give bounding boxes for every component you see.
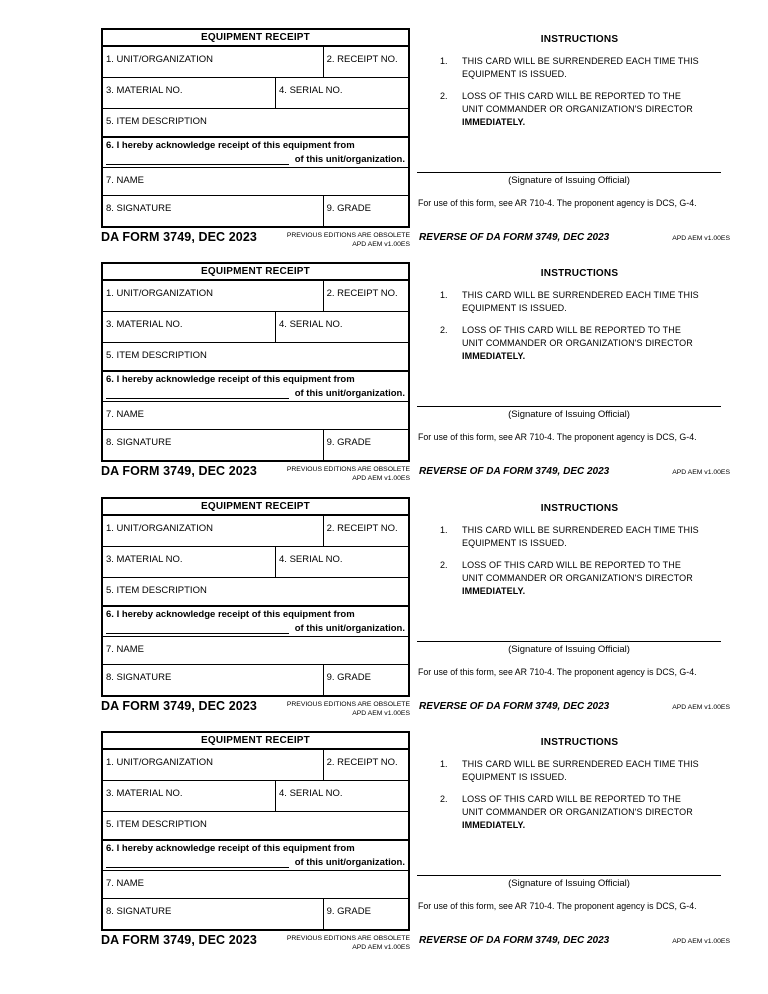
instruction-item-2-text bbox=[462, 324, 693, 363]
instruction-item-1-number: 1. bbox=[440, 525, 448, 535]
signature-caption: (Signature of Issuing Official) bbox=[508, 409, 630, 420]
acknowledgement-blank-row bbox=[106, 623, 405, 635]
field-item-description-label: 5. ITEM DESCRIPTION bbox=[106, 819, 207, 830]
field-serial-no-label: 4. SERIAL NO. bbox=[279, 319, 343, 330]
acknowledgement-number: 6. bbox=[106, 843, 114, 854]
form-copy bbox=[0, 262, 768, 496]
field-serial-no[interactable] bbox=[275, 312, 408, 342]
previous-editions-note bbox=[287, 699, 410, 718]
field-material-no-label: 3. MATERIAL NO. bbox=[106, 554, 183, 565]
field-row-material-serial bbox=[103, 780, 408, 811]
instruction-text-bold-line: IMMEDIATELY. bbox=[462, 586, 526, 596]
field-unit-organization-label: 1. UNIT/ORGANIZATION bbox=[106, 757, 213, 768]
field-receipt-no[interactable] bbox=[323, 47, 408, 77]
acknowledgement-suffix: of this unit/organization. bbox=[294, 388, 405, 399]
instruction-item-2-number: 2. bbox=[440, 91, 448, 101]
instructions-title: INSTRUCTIONS bbox=[540, 503, 619, 514]
field-row-item-description bbox=[103, 577, 408, 605]
previous-editions-note bbox=[287, 230, 410, 249]
field-name[interactable] bbox=[103, 168, 408, 195]
acknowledgement-number: 6. bbox=[106, 140, 114, 151]
instruction-item-2-number: 2. bbox=[440, 325, 448, 335]
field-material-no-label: 3. MATERIAL NO. bbox=[106, 319, 183, 330]
instructions-panel bbox=[417, 262, 742, 496]
field-unit-organization-label: 1. UNIT/ORGANIZATION bbox=[106, 523, 213, 534]
field-material-no-label: 3. MATERIAL NO. bbox=[106, 85, 183, 96]
apd-version-note: APD AEM v1.00ES bbox=[352, 240, 410, 248]
instruction-item-1 bbox=[417, 55, 742, 81]
card-title: EQUIPMENT RECEIPT bbox=[103, 499, 408, 516]
signature-caption: (Signature of Issuing Official) bbox=[508, 644, 630, 655]
instructions-title: INSTRUCTIONS bbox=[540, 34, 619, 45]
card-title: EQUIPMENT RECEIPT bbox=[103, 733, 408, 750]
field-receipt-no-label: 2. RECEIPT NO. bbox=[326, 523, 398, 534]
form-use-note: For use of this form, see AR 710-4. The proponent agency is DCS, G-4. bbox=[418, 432, 697, 442]
field-signature[interactable] bbox=[103, 665, 323, 695]
acknowledgement-blank-row bbox=[106, 857, 405, 869]
card-title: EQUIPMENT RECEIPT bbox=[103, 264, 408, 281]
field-serial-no[interactable] bbox=[275, 547, 408, 577]
field-receipt-no-label: 2. RECEIPT NO. bbox=[326, 54, 398, 65]
field-item-description[interactable] bbox=[103, 578, 408, 605]
field-receipt-no[interactable] bbox=[323, 281, 408, 311]
reverse-footer bbox=[419, 232, 742, 244]
equipment-receipt-card bbox=[101, 262, 410, 462]
field-row-material-serial bbox=[103, 546, 408, 577]
acknowledgement-suffix: of this unit/organization. bbox=[294, 154, 405, 165]
instructions-panel bbox=[417, 731, 742, 965]
instruction-text-line: THIS CARD WILL BE SURRENDERED EACH TIME THIS bbox=[462, 759, 699, 769]
field-serial-no-label: 4. SERIAL NO. bbox=[279, 554, 343, 565]
instruction-item-2-number: 2. bbox=[440, 794, 448, 804]
field-acknowledgement[interactable] bbox=[103, 370, 408, 401]
instruction-text-line: LOSS OF THIS CARD WILL BE REPORTED TO THE bbox=[462, 794, 681, 804]
instruction-item-2 bbox=[417, 90, 742, 129]
instructions-panel bbox=[417, 497, 742, 731]
previous-editions-text: PREVIOUS EDITIONS ARE OBSOLETE bbox=[286, 701, 410, 708]
instruction-item-1-number: 1. bbox=[440, 290, 448, 300]
instruction-text-line: UNIT COMMANDER OR ORGANIZATION'S DIRECTOR bbox=[462, 338, 693, 348]
field-acknowledgement[interactable] bbox=[103, 136, 408, 167]
apd-version-note: APD AEM v1.00ES bbox=[352, 943, 410, 951]
card-title: EQUIPMENT RECEIPT bbox=[103, 30, 408, 47]
field-grade-label: 9. GRADE bbox=[326, 672, 371, 683]
acknowledgement-sentence bbox=[106, 140, 405, 152]
field-signature-label: 8. SIGNATURE bbox=[106, 906, 172, 917]
instruction-item-1 bbox=[417, 289, 742, 315]
field-signature-label: 8. SIGNATURE bbox=[106, 203, 172, 214]
card-footer bbox=[101, 464, 410, 483]
field-unit-organization[interactable] bbox=[103, 47, 323, 77]
field-material-no[interactable] bbox=[103, 312, 275, 342]
reverse-footer bbox=[419, 701, 742, 713]
field-serial-no-label: 4. SERIAL NO. bbox=[279, 788, 343, 799]
form-use-note: For use of this form, see AR 710-4. The proponent agency is DCS, G-4. bbox=[418, 198, 697, 208]
acknowledgement-suffix: of this unit/organization. bbox=[294, 623, 405, 634]
fill-in-blank-line[interactable] bbox=[106, 389, 289, 399]
field-row-signature-grade bbox=[103, 195, 408, 226]
instruction-text-line: LOSS OF THIS CARD WILL BE REPORTED TO THE bbox=[462, 560, 681, 570]
field-row-name bbox=[103, 401, 408, 429]
field-receipt-no-label: 2. RECEIPT NO. bbox=[326, 757, 398, 768]
form-number: DA FORM 3749, DEC 2023 bbox=[101, 933, 257, 947]
instruction-item-1 bbox=[417, 524, 742, 550]
instruction-item-2 bbox=[417, 793, 742, 832]
field-name-label: 7. NAME bbox=[106, 409, 145, 420]
instruction-text-line: LOSS OF THIS CARD WILL BE REPORTED TO THE bbox=[462, 325, 681, 335]
apd-version-note: APD AEM v1.00ES bbox=[352, 474, 410, 482]
field-grade-label: 9. GRADE bbox=[326, 203, 371, 214]
form-copy bbox=[0, 731, 768, 965]
instruction-text-line: UNIT COMMANDER OR ORGANIZATION'S DIRECTOR bbox=[462, 573, 693, 583]
instruction-text-line: EQUIPMENT IS ISSUED. bbox=[462, 772, 567, 782]
field-signature[interactable] bbox=[103, 430, 323, 460]
fill-in-blank-line[interactable] bbox=[106, 858, 289, 868]
field-name[interactable] bbox=[103, 402, 408, 429]
field-acknowledgement[interactable] bbox=[103, 839, 408, 870]
signature-area bbox=[417, 172, 721, 187]
signature-caption: (Signature of Issuing Official) bbox=[508, 878, 630, 889]
instruction-text-bold-line: IMMEDIATELY. bbox=[462, 820, 526, 830]
field-unit-organization[interactable] bbox=[103, 281, 323, 311]
acknowledgement-text: I hereby acknowledge receipt of this equipment from bbox=[116, 374, 355, 385]
form-number: DA FORM 3749, DEC 2023 bbox=[101, 699, 257, 713]
field-item-description-label: 5. ITEM DESCRIPTION bbox=[106, 585, 207, 596]
equipment-receipt-card bbox=[101, 28, 410, 228]
form-copy bbox=[0, 497, 768, 731]
field-name[interactable] bbox=[103, 871, 408, 898]
instruction-text-line: THIS CARD WILL BE SURRENDERED EACH TIME THIS bbox=[462, 525, 699, 535]
signature-area bbox=[417, 641, 721, 656]
acknowledgement-sentence bbox=[106, 843, 405, 855]
fill-in-blank-line[interactable] bbox=[106, 624, 289, 634]
acknowledgement-sentence bbox=[106, 609, 405, 621]
field-unit-organization-label: 1. UNIT/ORGANIZATION bbox=[106, 288, 213, 299]
instructions-panel bbox=[417, 28, 742, 262]
instruction-text-line: THIS CARD WILL BE SURRENDERED EACH TIME THIS bbox=[462, 290, 699, 300]
field-unit-organization-label: 1. UNIT/ORGANIZATION bbox=[106, 54, 213, 65]
card-footer bbox=[101, 933, 410, 952]
field-name[interactable] bbox=[103, 637, 408, 664]
form-number: DA FORM 3749, DEC 2023 bbox=[101, 464, 257, 478]
instruction-text-line: EQUIPMENT IS ISSUED. bbox=[462, 538, 567, 548]
field-grade-label: 9. GRADE bbox=[326, 437, 371, 448]
field-grade[interactable] bbox=[323, 430, 408, 460]
field-grade-label: 9. GRADE bbox=[326, 906, 371, 917]
instruction-item-1-number: 1. bbox=[440, 759, 448, 769]
previous-editions-note bbox=[287, 464, 410, 483]
field-receipt-no[interactable] bbox=[323, 750, 408, 780]
apd-version-note: APD AEM v1.00ES bbox=[672, 469, 730, 476]
field-row-unit-receipt bbox=[103, 750, 408, 780]
signature-area bbox=[417, 875, 721, 890]
field-row-name bbox=[103, 167, 408, 195]
field-item-description[interactable] bbox=[103, 109, 408, 136]
instruction-item-2-text bbox=[462, 559, 693, 598]
field-row-signature-grade bbox=[103, 664, 408, 695]
instruction-item-1 bbox=[417, 758, 742, 784]
instruction-item-1-number: 1. bbox=[440, 56, 448, 66]
fill-in-blank-line[interactable] bbox=[106, 155, 289, 165]
instruction-item-2-number: 2. bbox=[440, 560, 448, 570]
apd-version-note: APD AEM v1.00ES bbox=[352, 709, 410, 717]
form-use-note: For use of this form, see AR 710-4. The proponent agency is DCS, G-4. bbox=[418, 667, 697, 677]
field-signature-label: 8. SIGNATURE bbox=[106, 672, 172, 683]
field-item-description[interactable] bbox=[103, 812, 408, 839]
field-acknowledgement[interactable] bbox=[103, 605, 408, 636]
field-row-unit-receipt bbox=[103, 281, 408, 311]
instruction-item-1-text bbox=[462, 524, 699, 550]
field-name-label: 7. NAME bbox=[106, 175, 145, 186]
field-name-label: 7. NAME bbox=[106, 878, 145, 889]
field-row-unit-receipt bbox=[103, 516, 408, 546]
instruction-text-line: UNIT COMMANDER OR ORGANIZATION'S DIRECTOR bbox=[462, 807, 693, 817]
field-row-item-description bbox=[103, 811, 408, 839]
acknowledgement-blank-row bbox=[106, 388, 405, 400]
field-material-no[interactable] bbox=[103, 781, 275, 811]
equipment-receipt-card bbox=[101, 497, 410, 697]
field-row-material-serial bbox=[103, 77, 408, 108]
field-unit-organization[interactable] bbox=[103, 516, 323, 546]
field-signature[interactable] bbox=[103, 899, 323, 929]
acknowledgement-number: 6. bbox=[106, 609, 114, 620]
instruction-item-2 bbox=[417, 559, 742, 598]
instructions-title: INSTRUCTIONS bbox=[540, 737, 619, 748]
field-material-no[interactable] bbox=[103, 547, 275, 577]
previous-editions-text: PREVIOUS EDITIONS ARE OBSOLETE bbox=[286, 232, 410, 239]
instruction-item-2-text bbox=[462, 793, 693, 832]
field-serial-no[interactable] bbox=[275, 78, 408, 108]
reverse-footer bbox=[419, 935, 742, 947]
field-serial-no-label: 4. SERIAL NO. bbox=[279, 85, 343, 96]
reverse-form-label: REVERSE OF DA FORM 3749, DEC 2023 bbox=[419, 935, 610, 946]
instruction-item-1-text bbox=[462, 289, 699, 315]
previous-editions-text: PREVIOUS EDITIONS ARE OBSOLETE bbox=[286, 466, 410, 473]
acknowledgement-text: I hereby acknowledge receipt of this equipment from bbox=[116, 140, 355, 151]
field-row-name bbox=[103, 870, 408, 898]
field-grade[interactable] bbox=[323, 665, 408, 695]
instruction-item-1-text bbox=[462, 758, 699, 784]
instruction-item-2 bbox=[417, 324, 742, 363]
field-grade[interactable] bbox=[323, 196, 408, 226]
reverse-footer bbox=[419, 466, 742, 478]
previous-editions-note bbox=[287, 933, 410, 952]
field-item-description-label: 5. ITEM DESCRIPTION bbox=[106, 350, 207, 361]
instruction-text-line: EQUIPMENT IS ISSUED. bbox=[462, 69, 567, 79]
field-row-item-description bbox=[103, 342, 408, 370]
reverse-form-label: REVERSE OF DA FORM 3749, DEC 2023 bbox=[419, 466, 610, 477]
instruction-item-2-text bbox=[462, 90, 693, 129]
field-row-name bbox=[103, 636, 408, 664]
instruction-text-line: UNIT COMMANDER OR ORGANIZATION'S DIRECTOR bbox=[462, 104, 693, 114]
reverse-form-label: REVERSE OF DA FORM 3749, DEC 2023 bbox=[419, 701, 610, 712]
field-signature[interactable] bbox=[103, 196, 323, 226]
acknowledgement-number: 6. bbox=[106, 374, 114, 385]
acknowledgement-text: I hereby acknowledge receipt of this equipment from bbox=[116, 843, 355, 854]
equipment-receipt-card bbox=[101, 731, 410, 931]
field-signature-label: 8. SIGNATURE bbox=[106, 437, 172, 448]
field-row-material-serial bbox=[103, 311, 408, 342]
field-material-no-label: 3. MATERIAL NO. bbox=[106, 788, 183, 799]
field-row-unit-receipt bbox=[103, 47, 408, 77]
acknowledgement-suffix: of this unit/organization. bbox=[294, 857, 405, 868]
instruction-text-bold-line: IMMEDIATELY. bbox=[462, 351, 526, 361]
signature-caption: (Signature of Issuing Official) bbox=[508, 175, 630, 186]
instructions-title: INSTRUCTIONS bbox=[540, 268, 619, 279]
acknowledgement-sentence bbox=[106, 374, 405, 386]
acknowledgement-text: I hereby acknowledge receipt of this equipment from bbox=[116, 609, 355, 620]
apd-version-note: APD AEM v1.00ES bbox=[672, 938, 730, 945]
form-copy bbox=[0, 28, 768, 262]
field-serial-no[interactable] bbox=[275, 781, 408, 811]
form-use-note: For use of this form, see AR 710-4. The proponent agency is DCS, G-4. bbox=[418, 901, 697, 911]
apd-version-note: APD AEM v1.00ES bbox=[672, 235, 730, 242]
field-item-description[interactable] bbox=[103, 343, 408, 370]
field-row-item-description bbox=[103, 108, 408, 136]
previous-editions-text: PREVIOUS EDITIONS ARE OBSOLETE bbox=[286, 935, 410, 942]
field-receipt-no[interactable] bbox=[323, 516, 408, 546]
field-row-signature-grade bbox=[103, 429, 408, 460]
field-unit-organization[interactable] bbox=[103, 750, 323, 780]
acknowledgement-blank-row bbox=[106, 154, 405, 166]
field-material-no[interactable] bbox=[103, 78, 275, 108]
apd-version-note: APD AEM v1.00ES bbox=[672, 704, 730, 711]
card-footer bbox=[101, 230, 410, 249]
field-grade[interactable] bbox=[323, 899, 408, 929]
instruction-item-1-text bbox=[462, 55, 699, 81]
form-number: DA FORM 3749, DEC 2023 bbox=[101, 230, 257, 244]
signature-area bbox=[417, 406, 721, 421]
field-name-label: 7. NAME bbox=[106, 644, 145, 655]
field-row-signature-grade bbox=[103, 898, 408, 929]
instruction-text-bold-line: IMMEDIATELY. bbox=[462, 117, 526, 127]
field-item-description-label: 5. ITEM DESCRIPTION bbox=[106, 116, 207, 127]
reverse-form-label: REVERSE OF DA FORM 3749, DEC 2023 bbox=[419, 232, 610, 243]
instruction-text-line: LOSS OF THIS CARD WILL BE REPORTED TO THE bbox=[462, 91, 681, 101]
card-footer bbox=[101, 699, 410, 718]
instruction-text-line: THIS CARD WILL BE SURRENDERED EACH TIME THIS bbox=[462, 56, 699, 66]
instruction-text-line: EQUIPMENT IS ISSUED. bbox=[462, 303, 567, 313]
field-receipt-no-label: 2. RECEIPT NO. bbox=[326, 288, 398, 299]
